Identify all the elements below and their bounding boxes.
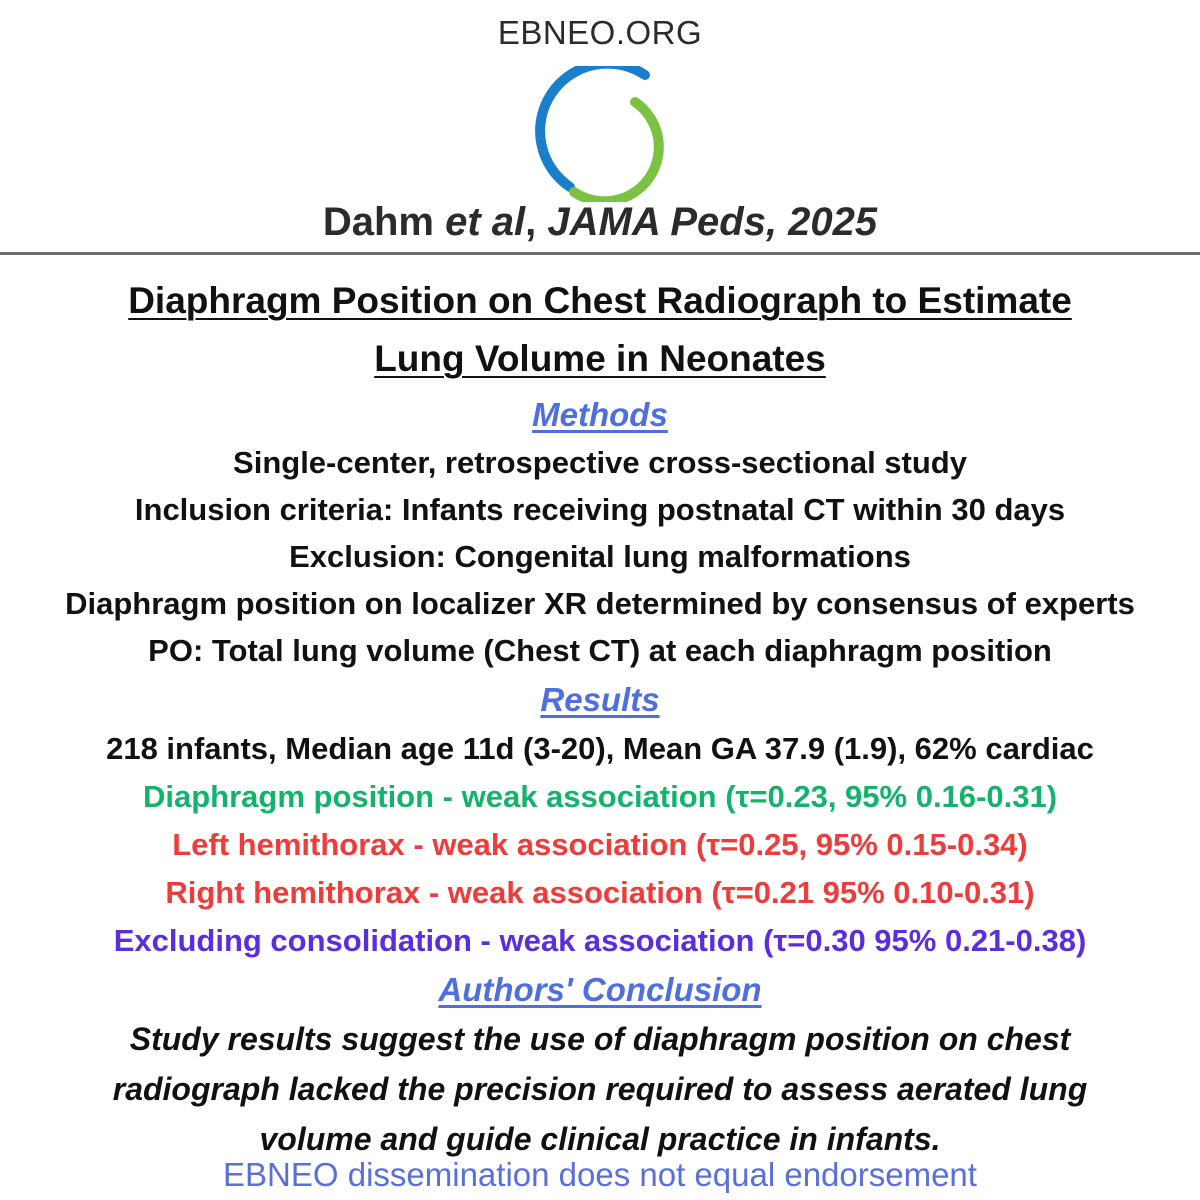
header-divider [0, 252, 1200, 255]
results-heading: Results [540, 681, 660, 718]
disclaimer: EBNEO dissemination does not equal endorsement [223, 1156, 977, 1193]
conclusion-line: Study results suggest the use of diaphragm position on chest [129, 1021, 1071, 1057]
logo-blue-arc [540, 66, 645, 187]
logo-green-arc [574, 102, 659, 201]
methods-line: Inclusion criteria: Infants receiving postnatal CT within 30 days [134, 492, 1066, 527]
site-name: EBNEO.ORG [497, 14, 703, 51]
finding-left-hemithorax: Left hemithorax - weak association (τ=0.25, 95% 0.15-0.34) [172, 827, 1028, 862]
citation [0, 200, 1200, 245]
methods-line: Single-center, retrospective cross-sectional study [233, 445, 967, 480]
finding-excluding-consolidation: Excluding consolidation - weak association (τ=0.30 95% 0.21-0.38) [113, 923, 1087, 958]
methods-line: Exclusion: Congenital lung malformations [289, 539, 911, 574]
citation-author: Dahm [322, 200, 434, 244]
citation-separator: , [525, 200, 548, 244]
citation-etal: et al [445, 200, 526, 244]
methods-line: Diaphragm position on localizer XR determined by consensus of experts [65, 586, 1135, 621]
finding-right-hemithorax: Right hemithorax - weak association (τ=0.21 95% 0.10-0.31) [165, 875, 1035, 910]
finding-diaphragm-position: Diaphragm position - weak association (τ=0.23, 95% 0.16-0.31) [142, 779, 1058, 814]
citation-source: JAMA Peds, 2025 [547, 200, 878, 244]
page-title-line-2: Lung Volume in Neonates [374, 338, 826, 379]
conclusion-line: radiograph lacked the precision required to assess aerated lung [112, 1071, 1088, 1107]
conclusion-line: volume and guide clinical practice in infants. [259, 1121, 941, 1157]
page-title-line-1: Diaphragm Position on Chest Radiograph to Estimate [128, 280, 1072, 321]
methods-heading: Methods [532, 396, 668, 433]
methods-line: PO: Total lung volume (Chest CT) at each diaphragm position [148, 633, 1052, 668]
ebneo-logo [530, 66, 672, 202]
conclusion-heading: Authors' Conclusion [438, 971, 762, 1008]
results-summary: 218 infants, Median age 11d (3-20), Mean GA 37.9 (1.9), 62% cardiac [106, 731, 1094, 766]
